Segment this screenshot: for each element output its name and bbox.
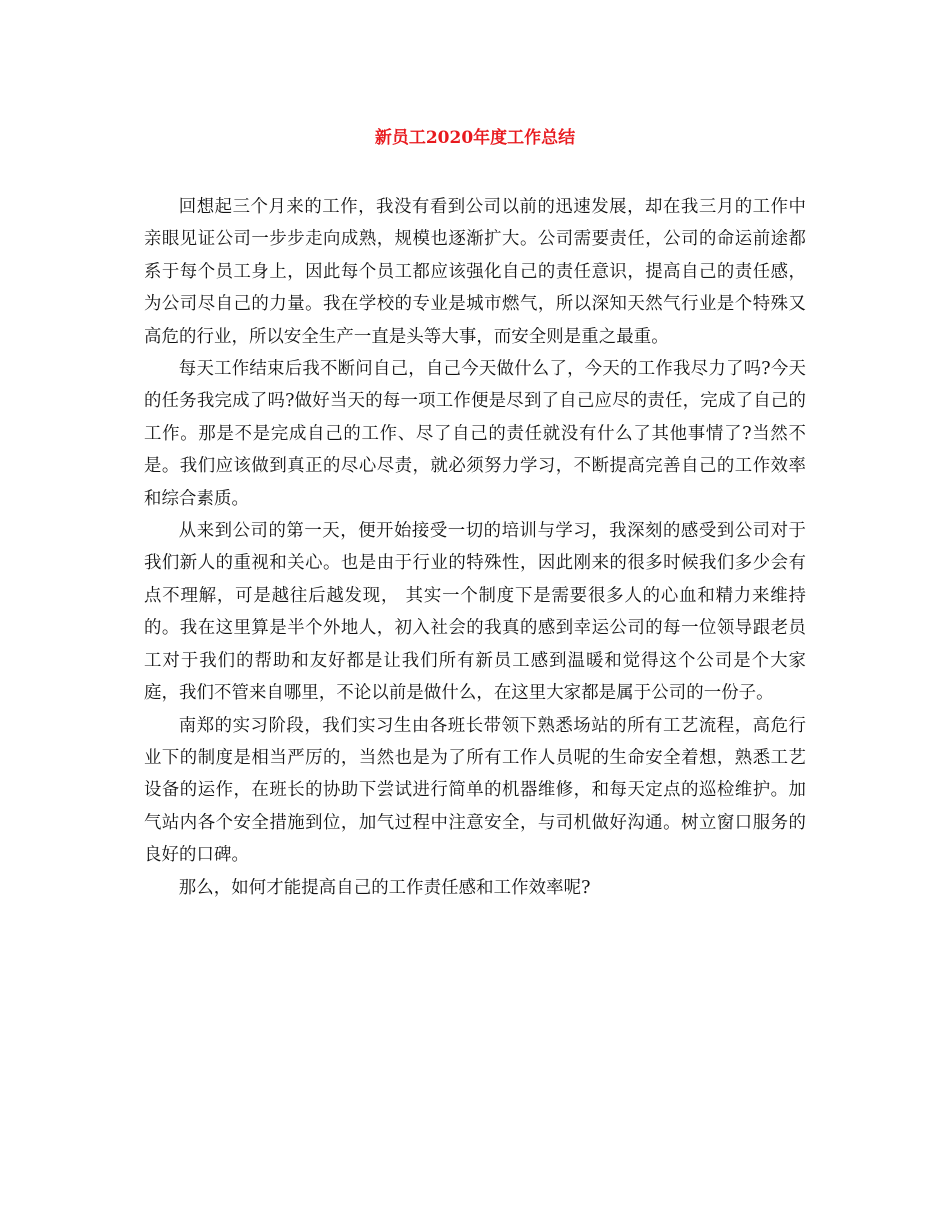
paragraph-5: 那么，如何才能提高自己的工作责任感和工作效率呢? — [178, 877, 591, 898]
document-body — [144, 191, 806, 904]
paragraph-4: 南郑的实习阶段，我们实习生由各班长带领下熟悉场站的所有工艺流程，高危行业下的制度是相当严厉的，当然也是为了所有工作人员呢的生命安全着想，熟悉工艺设备的运作，在班长的协助下尝试进行简单的机器维修，和每天定点的巡检维护。加气站内各个安全措施到位，加气过程中注意安全，与司机做好沟通。树立窗口服务的良好的口碑。 — [144, 715, 806, 866]
document-title: 新员工2020年度工作总结 — [374, 128, 576, 148]
paragraph-1: 回想起三个月来的工作，我没有看到公司以前的迅速发展，却在我三月的工作中亲眼见证公司一步步走向成熟，规模也逐渐扩大。公司需要责任，公司的命运前途都系于每个员工身上，因此每个员工都应该强化自己的责任意识，提高自己的责任感，为公司尽自己的力量。我在学校的专业是城市燃气，所以深知天然气行业是个特殊又高危的行业，所以安全生产一直是头等大事，而安全则是重之最重。 — [144, 197, 806, 347]
paragraph-2: 每天工作结束后我不断问自己，自己今天做什么了，今天的工作我尽力了吗?今天的任务我完成了吗?做好当天的每一项工作便是尽到了自己应尽的责任，完成了自己的工作。那是不是完成自己的工作、尽了自己的责任就没有什么了其他事情了?当然不是。我们应该做到真正的尽心尽责，就必须努力学习，不断提高完善自己的工作效率和综合素质。 — [144, 359, 806, 509]
paragraph-3: 从来到公司的第一天，便开始接受一切的培训与学习，我深刻的感受到公司对于我们新人的重视和关心。也是由于行业的特殊性，因此刚来的很多时候我们多少会有点不理解，可是越往后越发现， 其实一个制度下是需要很多人的心血和精力来维持的。我在这里算是半个外地人，初入社会的我真的感到幸运公司的每一位领导跟老员工对于我们的帮助和友好都是让我们所有新员工感到温暖和觉得这个公司是个大家庭，我们不管来自哪里，不论以前是做什么，在这里大家都是属于公司的一份子。 — [144, 521, 806, 704]
